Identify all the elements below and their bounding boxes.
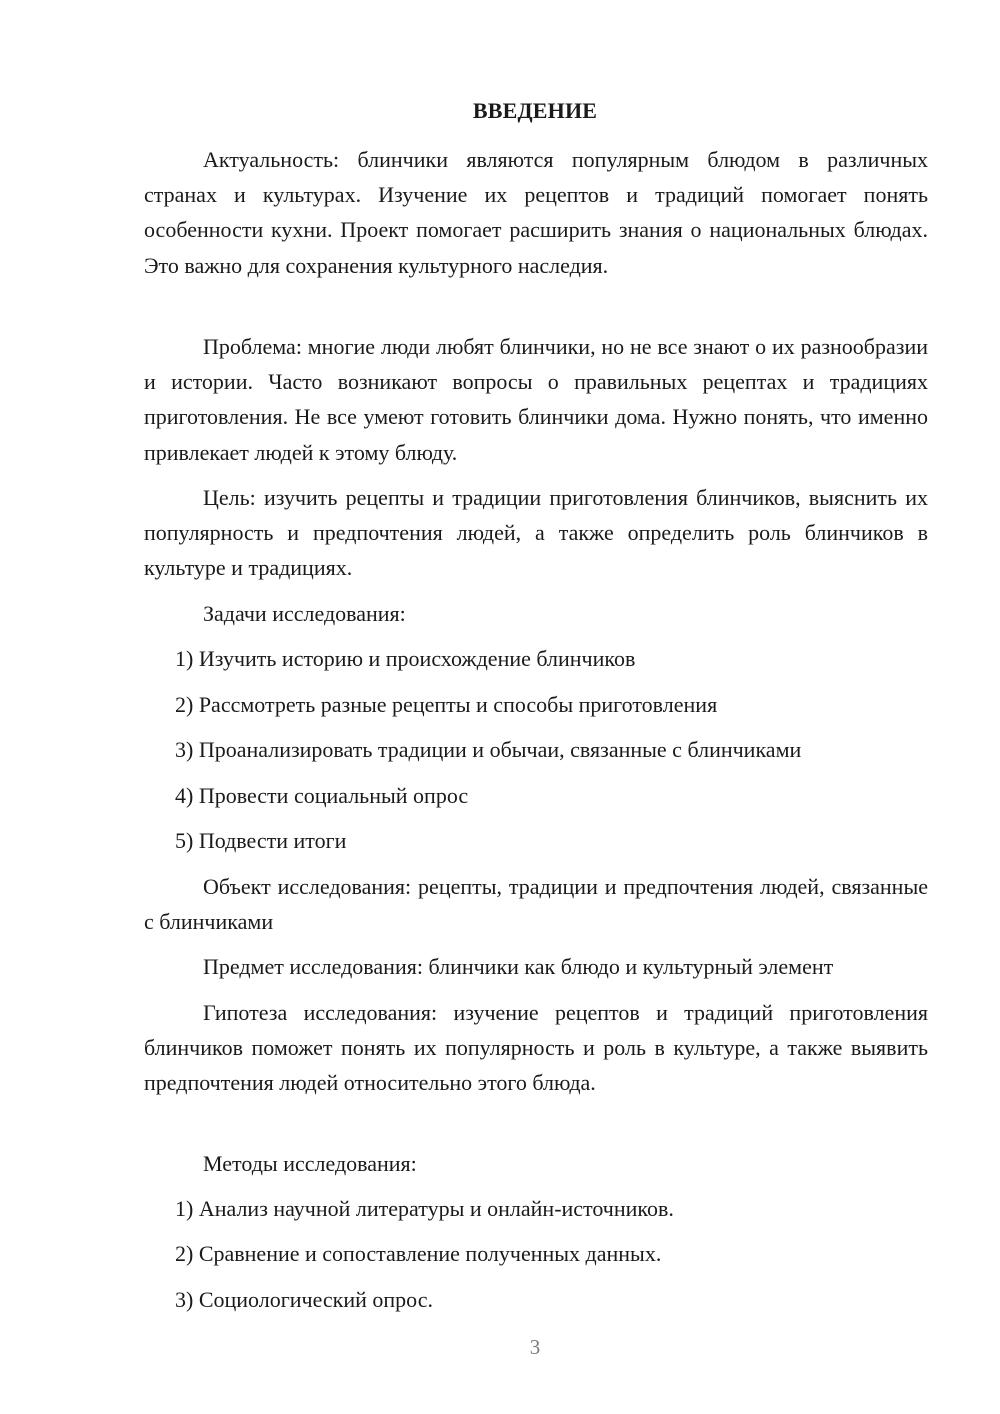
task-item-1: 1) Изучить историю и происхождение блинчиков	[175, 646, 636, 671]
relevance-paragraph: Актуальность: блинчики являются популярным блюдом в различных странах и культурах. Изучение их рецептов и традиций помогает понять особенности кухни. Проект помогает расширить знания о национальных блюдах. Это важно для сохранения культурного наследия.	[144, 147, 928, 278]
method-item-2: 2) Сравнение и сопоставление полученных данных.	[175, 1241, 662, 1266]
method-item-1: 1) Анализ научной литературы и онлайн-источников.	[175, 1196, 674, 1221]
task-item-3: 3) Проанализировать традиции и обычаи, связанные с блинчиками	[175, 737, 802, 762]
object-paragraph: Объект исследования: рецепты, традиции и предпочтения людей, связанные с блинчиками	[144, 874, 928, 935]
subject-paragraph: Предмет исследования: блинчики как блюдо и культурный элемент	[203, 954, 834, 979]
method-item-3: 3) Социологический опрос.	[175, 1287, 433, 1312]
task-item-2: 2) Рассмотреть разные рецепты и способы приготовления	[175, 692, 718, 717]
goal-paragraph: Цель: изучить рецепты и традиции приготовления блинчиков, выяснить их популярность и предпочтения людей, а также определить роль блинчиков в культуре и традициях.	[144, 485, 928, 581]
page-number: 3	[529, 1335, 541, 1359]
task-item-5: 5) Подвести итоги	[175, 828, 347, 853]
task-item-4: 4) Провести социальный опрос	[175, 783, 469, 808]
tasks-heading: Задачи исследования:	[203, 601, 406, 626]
hypothesis-paragraph: Гипотеза исследования: изучение рецептов и традиций приготовления блинчиков поможет понять их популярность и роль в культуре, а также выявить предпочтения людей относительно этого блюда.	[144, 1000, 928, 1096]
problem-paragraph: Проблема: многие люди любят блинчики, но не все знают о их разнообразии и истории. Часто возникают вопросы о правильных рецептах и традициях приготовления. Не все умеют готовить блинчики дома. Нужно понять, что именно привлекает людей к этому блюду.	[144, 334, 928, 465]
methods-heading: Методы исследования:	[203, 1151, 417, 1176]
page-title: ВВЕДЕНИЕ	[472, 98, 598, 123]
